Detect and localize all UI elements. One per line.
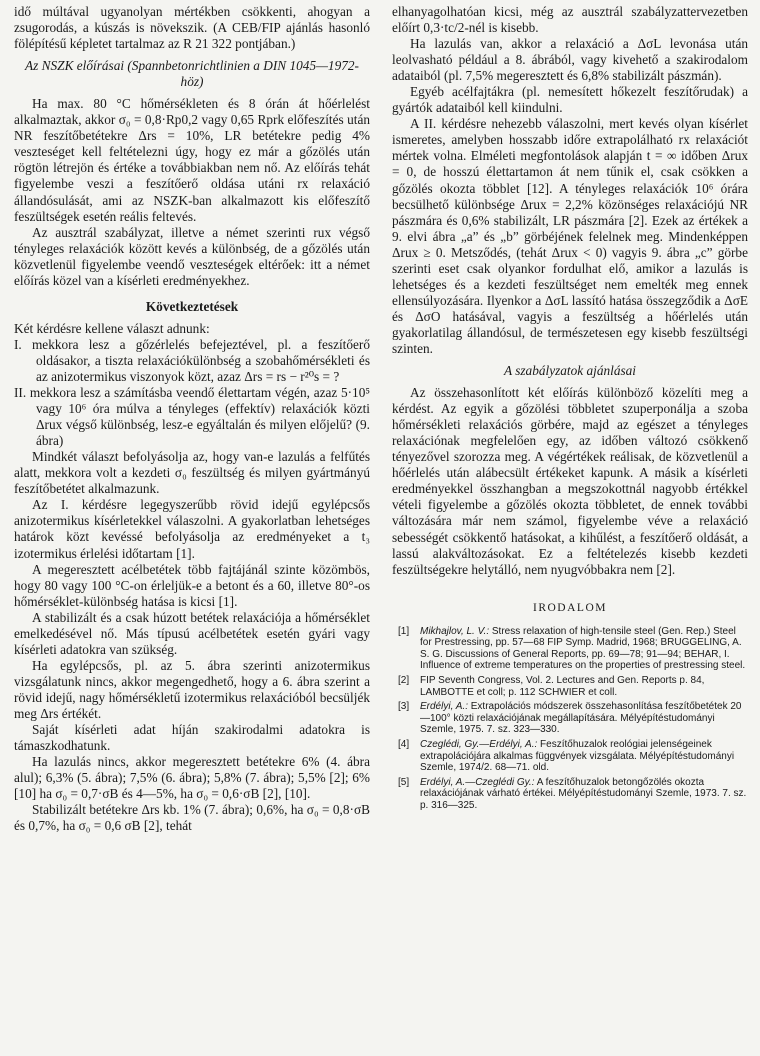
section-heading-conclusions: Következtetések: [145, 298, 239, 314]
references-heading: IRODALOM: [533, 601, 607, 614]
section-heading-recommendations: A szabályzatok ajánlásai: [504, 363, 636, 379]
paragraph: A megeresztett acélbetétek több fajtájánál szinte közömbös, hogy 80 vagy 100 °C-on érleljük-e a betont és a 60, illetve 80°-os hőmérséklet-különbség hatása is kicsi [1].: [14, 561, 370, 609]
paragraph: Ha egylépcsős, pl. az 5. ábra szerinti anizotermikus vizsgálatunk nincs, akkor megengedhető, hogy a 6. ábra szerint a rövid idejű, nagy hőmérsékletű izotermikus relaxációból becsüljék meg Δrs értékét.: [14, 657, 370, 721]
paragraph: Mindkét választ befolyásolja az, hogy van-e lazulás a felfűtés alatt, mekkora volt a kezdeti σ₀ feszültség és milyen gyártmányú feszítőbetétet alkalmazunk.: [14, 449, 370, 497]
paragraph: A stabilizált és a csak húzott betétek relaxációja a hőmérséklet emelkedésével nő. Más típusú acélbetétek esetén gyári vagy kísérleti adatokra van szükség.: [14, 609, 370, 657]
reference-text: Extrapolációs módszerek összehasonlítása feszítőbetétek 20—100° közti relaxációjának megállapítására. Mélyépítéstudományi Szemle, 1975. 7. sz. 323—330.: [420, 701, 742, 736]
reference-author: Erdélyi, A.:: [420, 701, 468, 713]
reference-item: [398, 701, 748, 736]
reference-item: [398, 675, 748, 698]
reference-item: [398, 777, 748, 812]
reference-number: [1]: [398, 625, 410, 637]
paragraph: Az ausztrál szabályzat, illetve a német szerinti rux végső tényleges relaxációk között kevés a különbség, de a gőzölés után közvetlenül figyelembe veendő veszteségek eltérőek: itt a német előírás közel van a kísérleti eredményekhez.: [14, 224, 370, 288]
paragraph: Az I. kérdésre legegyszerűbb rövid idejű egylépcsős anizotermikus kísérletekkel válaszolni. A gyakorlatban lehetséges határok közt kevéssé befolyásolja az eredményeket a t₃ izotermikus érlelési időtartam [1].: [14, 497, 370, 561]
reference-author: Mikhajlov, L. V.:: [420, 625, 490, 637]
reference-author: Czeglédi, Gy.—Erdélyi, A.:: [420, 739, 538, 751]
paragraph: Ha lazulás nincs, akkor megeresztett betétekre 6% (4. ábra alul); 6,3% (5. ábra); 7,5% (6. ábra); 5,8% (7. ábra); 5,5% [2]; 6% [10] ha σ₀ = 0,7·σB és 4—5%, ha σ₀ = 0,6·σB [2], [10].: [14, 754, 370, 802]
paragraph: idő múltával ugyanolyan mértékben csökkenti, ahogyan a zsugorodás, a kúszás is növekszik. (A CEB/FIP ajánlás hasonló fölépítésű képletet tartalmaz az R 21 322 pontjában.): [14, 4, 370, 52]
reference-number: [3]: [398, 701, 410, 713]
left-column: [14, 4, 370, 834]
paragraph: Ha max. 80 °C hőmérsékleten és 8 órán át hőérlelést alkalmaztak, akkor σ₀ = 0,8·Rp0,2 vagy 0,65 Rprk előfeszítés után NR feszítőbetétekre Δrs = 10%, LR betétekre pedig 4% veszteséget kell feltételezni úgy, hogy ez már a gőzölés után rögtön létrejön és értéke a továbbiakban nem nő. Az előírás tehát figyelembe veszi a feszítőerő oldása utáni rx relaxáció állandósulását, ami az NSZK-ban alkalmazott kis előfeszítő feszültségek esetén reális feltevés.: [14, 96, 370, 224]
paragraph: Ha lazulás van, akkor a relaxáció a ΔσL levonása után leolvasható például a 8. ábrából, vagy kivehető a szakirodalom adataiból (pl. 7,5% megeresztett és 6,8% stabilizált pászmán).: [392, 36, 748, 84]
reference-number: [2]: [398, 675, 410, 687]
paragraph: Egyéb acélfajtákra (pl. nemesített hőkezelt feszítőrudak) a gyártók adataiból kell kiindulni.: [392, 84, 748, 116]
reference-text: FIP Seventh Congress, Vol. 2. Lectures and Gen. Reports p. 84, LAMBOTTE et coll; p. 112 SCHWIER et coll.: [420, 675, 705, 698]
paragraph: Az összehasonlított két előírás különböző közelíti meg a kérdést. Az egyik a gőzölési többletet szuperponálja a szoba hőmérsékleti relaxációs görbére, majd az egészet a tényleges relaxációnak megfelelően egy, az időben változó csökkenő tényezővel szorozza meg. A végértékek reálisak, de közvetlenül a hőérlelés után alábecsült értékeket kapunk. A másik a kísérleti eredményekkel összhangban a megszokottnál nagyobb értékkel vételi figyelembe a gőzölés okozta többletet, de ennek további változására már nem számol, figyelembe véve a relaxáció sebességét csökkentő hatásokat, a kihűlést, a feszítőerő oldását, a lassú alakváltozásokat. Ez a feltételezés kisebb kezdeti feszültségekre helytálló, nem nyugvóbbakra nem [2].: [392, 385, 748, 577]
paragraph: A II. kérdésre nehezebb válaszolni, mert kevés olyan kísérlet ismeretes, amelyben hosszabb időre extrapolálható rx relaxációt mértek volna. Elméleti megfontolások alapján t = ∞ időben Δrux = 0, de hosszú élettartamon át nem tűnik el, csak csökken a gőzölés okozta többlet [12]. A tényleges relaxációk 10⁶ órára becsülhető különbsége Δrux = 2,2% közönséges relaxációjú NR pászmára és 0,6% stabilizált, LR pászmára [2]. Ezek az értékek a 9. elvi ábra „a” és „b” görbéjének felelnek meg. Mindenképpen Δrux ≥ 0. Metsződés, (tehát Δrux < 0) vagyis 9. ábra „c” görbe szerinti eset csak olyankor fordulhat elő, amikor a lazulás is lehetséges és a kezdeti feszültséget nem emelték meg ennek ellensúlyozására. Ilyenkor a ΔσL lassító hatása összegződik a ΔσE és ΔσO hatásával, vagyis a feszültség a hőérlelés után gyakorlatilag állandósul, de természetesen egy kisebb feszültségi szinten.: [392, 116, 748, 356]
paragraph: Két kérdésre kellene választ adnunk:: [14, 320, 210, 336]
reference-text: Stress relaxation of high-tensile steel (Gen. Rep.) Steel for Prestressing, pp. 57—68 FIP Symp. Madrid, 1968; BRUGGELING, A. S. G. Discussions of General Reports, pp. 69—78; 91—94; BEHAR, I. Influence of extreme temperatures on the properties of prestressing steel.: [420, 625, 746, 672]
reference-text: Feszítőhuzalok reológiai jelenségeinek extrapolációjára alkalmas függvények vizsgálata. Mélyépítéstudományi Szemle, 1974/2. 68—71. old.: [420, 739, 735, 774]
reference-number: [5]: [398, 776, 410, 788]
list-item: II. mekkora lesz a számításba veendő élettartam végén, azaz 5·10⁵ vagy 10⁶ óra múlva a tényleges (effektív) relaxációk közti Δrux végső különbség, lesz-e egyáltalán és milyen előjelű? (9. ábra): [14, 385, 370, 449]
paragraph: Saját kísérleti adat híján szakirodalmi adatokra is támaszkodhatunk.: [14, 722, 370, 754]
list-item: I. mekkora lesz a gőzérlelés befejeztével, pl. a feszítőerő oldásakor, a tiszta relaxációkülönbség a szobahőmérsékleti és az anizotermikus viszonyok közt, azaz Δrs = rs − r²⁰s = ?: [14, 336, 370, 384]
paragraph: Stabilizált betétekre Δrs kb. 1% (7. ábra); 0,6%, ha σ₀ = 0,8·σB és 0,7%, ha σ₀ = 0,6 σB [2], tehát: [14, 802, 370, 834]
right-column: [392, 4, 748, 815]
reference-item: [398, 739, 748, 774]
reference-item: [398, 626, 748, 672]
section-heading-nszk: Az NSZK előírásai (Spannbetonrichtlinien a DIN 1045—1972-höz): [25, 58, 359, 90]
paragraph: elhanyagolhatóan kicsi, még az ausztrál szabályzattervezetben előírt 0,3·tc/2-nél is kisebb.: [392, 4, 748, 36]
reference-text: A feszítőhuzalok betongőzölés okozta relaxációjának várható értékei. Mélyépítéstudományi Szemle, 1973. 7. sz. p. 316—325.: [420, 776, 747, 811]
reference-number: [4]: [398, 739, 410, 751]
reference-author: Erdélyi, A.—Czeglédi Gy.:: [420, 776, 535, 788]
